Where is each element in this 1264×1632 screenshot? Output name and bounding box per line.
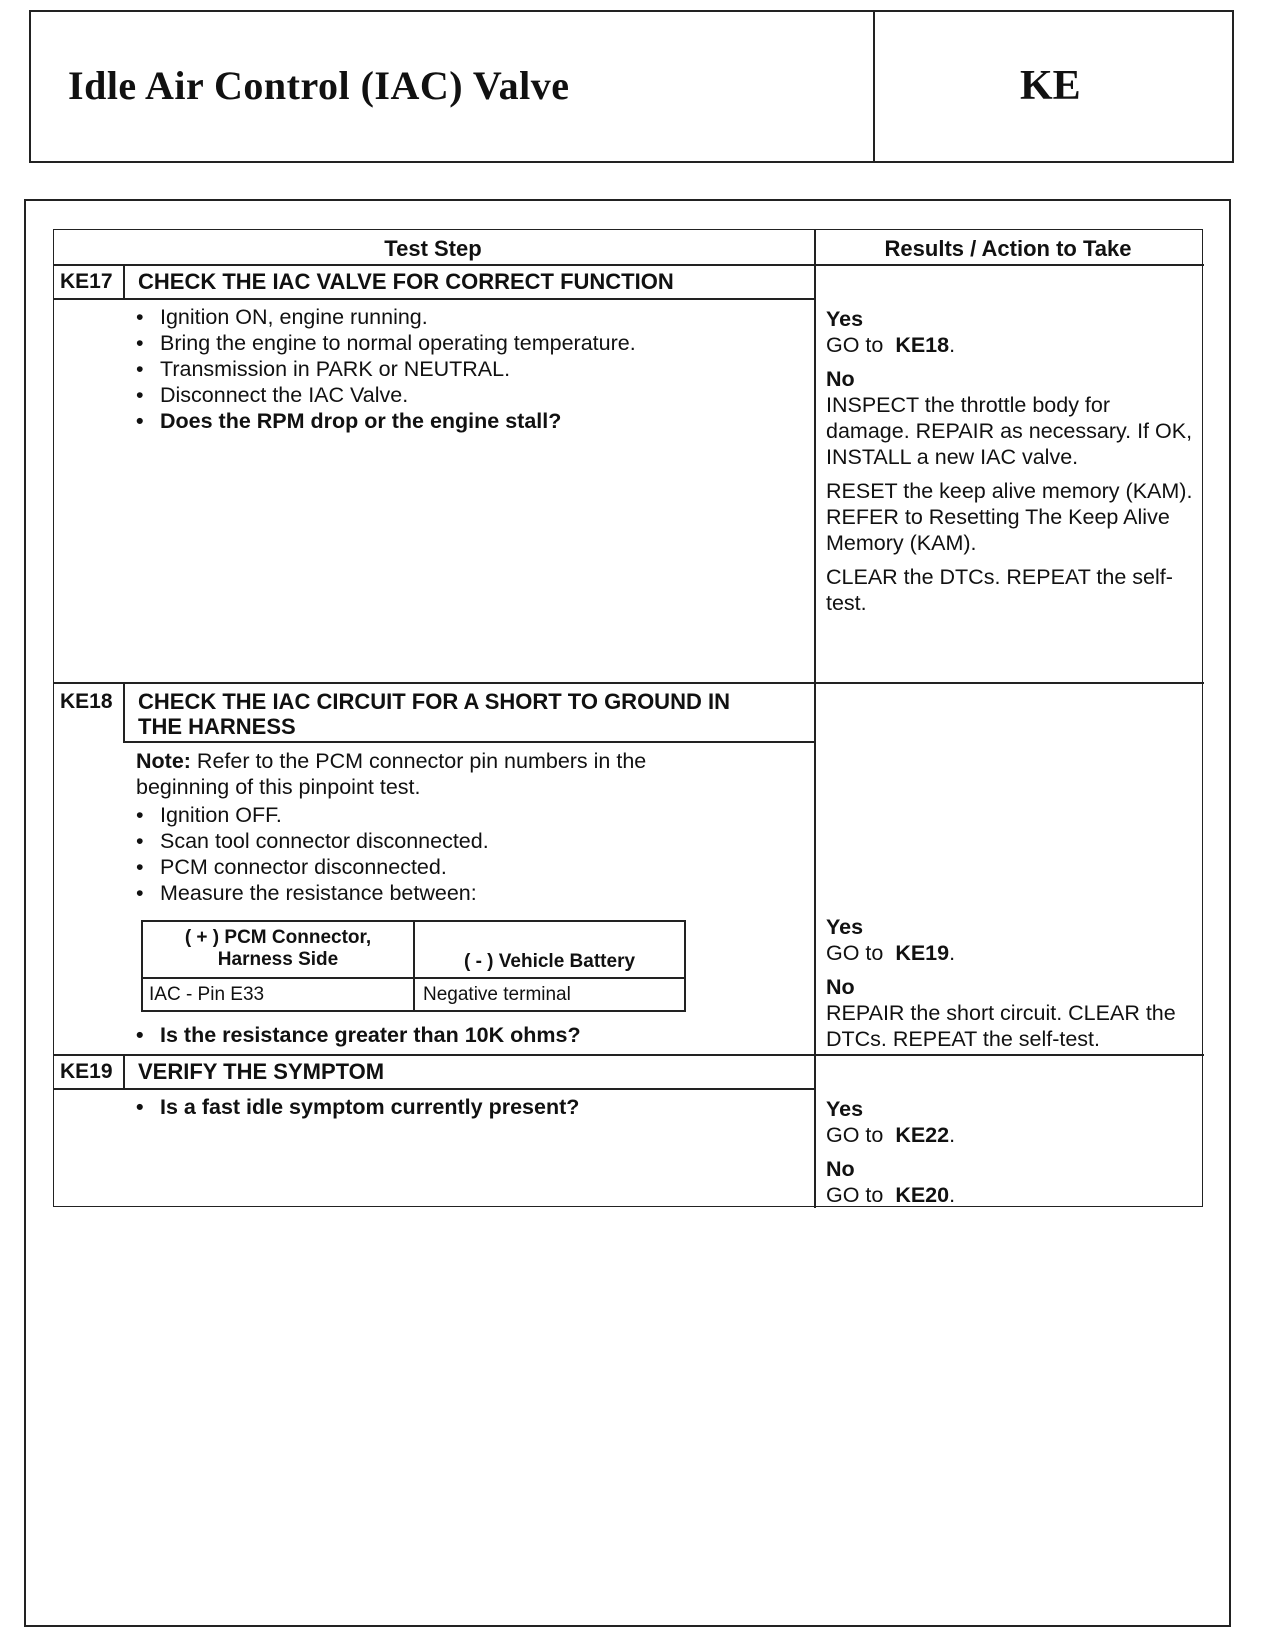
ke18-ke19-rule <box>54 1054 1204 1056</box>
ke18-bullet-list <box>124 802 804 906</box>
goto-text: GO to <box>826 1183 884 1207</box>
ke17-id-divider <box>123 264 125 298</box>
list-item: • Ignition ON, engine running. <box>124 304 804 330</box>
ke19-results <box>826 1096 1196 1208</box>
goto-text: GO to <box>826 941 884 965</box>
no-label: No <box>826 367 855 391</box>
goto-text: GO to <box>826 1123 884 1147</box>
list-item: • Transmission in PARK or NEUTRAL. <box>124 356 804 382</box>
col-results: Results / Action to Take <box>884 236 1132 261</box>
ke17-ke18-rule <box>54 682 1204 684</box>
list-item: • Measure the resistance between: <box>124 880 804 906</box>
ke18-note <box>136 748 736 800</box>
section-code: KE <box>1020 63 1081 109</box>
header-divider <box>873 10 875 163</box>
no-action-3: CLEAR the DTCs. REPEAT the self-test. <box>826 565 1173 615</box>
no-label: No <box>826 1157 855 1181</box>
column-divider <box>814 230 816 1208</box>
list-item: • Scan tool connector disconnected. <box>124 828 804 854</box>
subtable-head-left-line2: Harness Side <box>217 949 339 970</box>
step-title-ke19: VERIFY THE SYMPTOM <box>138 1059 385 1084</box>
subtable-head-right: ( - ) Vehicle Battery <box>463 951 636 972</box>
goto-step-link[interactable]: KE20 <box>895 1183 950 1207</box>
subtable-head-left <box>143 927 413 971</box>
note-label: Note: <box>136 749 191 773</box>
no-action: GO to KE20. <box>826 1183 956 1207</box>
ke19-question: • Is a fast idle symptom currently present? <box>124 1094 804 1120</box>
ke17-question: • Does the RPM drop or the engine stall? <box>124 408 804 434</box>
yes-label: Yes <box>826 307 864 331</box>
no-action-2: RESET the keep alive memory (KAM). REFER to Resetting The Keep Alive Memory (KAM). <box>826 479 1193 555</box>
ke17-title-rule <box>54 298 814 300</box>
goto-step-link[interactable]: KE22 <box>895 1123 950 1147</box>
goto-step-link[interactable]: KE18 <box>895 333 950 357</box>
step-title-ke18-line2: THE HARNESS <box>138 714 296 739</box>
list-item: • Bring the engine to normal operating temperature. <box>124 330 804 356</box>
list-item: • PCM connector disconnected. <box>124 854 804 880</box>
subtable-row-divider <box>143 977 684 979</box>
ke18-question-wrap <box>124 1022 804 1048</box>
ke19-title-rule <box>54 1088 814 1090</box>
yes-action: GO to KE18. <box>826 333 956 357</box>
note-text: Refer to the PCM connector pin numbers in the beginning of this pinpoint test. <box>136 749 647 799</box>
no-label: No <box>826 975 855 999</box>
ke18-results <box>826 914 1196 1052</box>
goto-step-link[interactable]: KE19 <box>895 941 950 965</box>
ke19-bullet-list <box>124 1094 804 1120</box>
yes-label: Yes <box>826 1097 864 1121</box>
page-title: Idle Air Control (IAC) Valve <box>68 63 570 108</box>
no-action-1: INSPECT the throttle body for damage. REPAIR as necessary. If OK, INSTALL a new IAC valve. <box>826 393 1193 469</box>
step-title-ke18-line1: CHECK THE IAC CIRCUIT FOR A SHORT TO GROUND IN <box>138 689 730 714</box>
step-title-ke17: CHECK THE IAC VALVE FOR CORRECT FUNCTION <box>138 269 674 294</box>
ke18-title-rule <box>123 741 814 743</box>
no-action: REPAIR the short circuit. CLEAR the DTCs. REPEAT the self-test. <box>826 1001 1176 1051</box>
step-id-ke19: KE19 <box>60 1060 113 1083</box>
resistance-measurement-table <box>141 920 686 1012</box>
list-item: • Ignition OFF. <box>124 802 804 828</box>
ke18-id-divider <box>123 682 125 741</box>
step-id-ke17: KE17 <box>60 270 113 293</box>
ke17-results <box>826 306 1196 616</box>
header-row-rule <box>54 264 1204 266</box>
ke18-question: • Is the resistance greater than 10K ohms? <box>124 1022 804 1048</box>
ke19-id-divider <box>123 1054 125 1088</box>
yes-action: GO to KE22. <box>826 1123 956 1147</box>
goto-text: GO to <box>826 333 884 357</box>
yes-label: Yes <box>826 915 864 939</box>
yes-action: GO to KE19. <box>826 941 956 965</box>
subtable-cell-left: IAC - Pin E33 <box>149 984 265 1005</box>
subtable-head-left-line1: ( + ) PCM Connector, <box>184 927 372 948</box>
ke17-bullet-list <box>124 304 804 434</box>
list-item: • Disconnect the IAC Valve. <box>124 382 804 408</box>
subtable-cell-right: Negative terminal <box>423 984 571 1005</box>
col-test-step: Test Step <box>384 236 482 261</box>
step-id-ke18: KE18 <box>60 690 113 713</box>
